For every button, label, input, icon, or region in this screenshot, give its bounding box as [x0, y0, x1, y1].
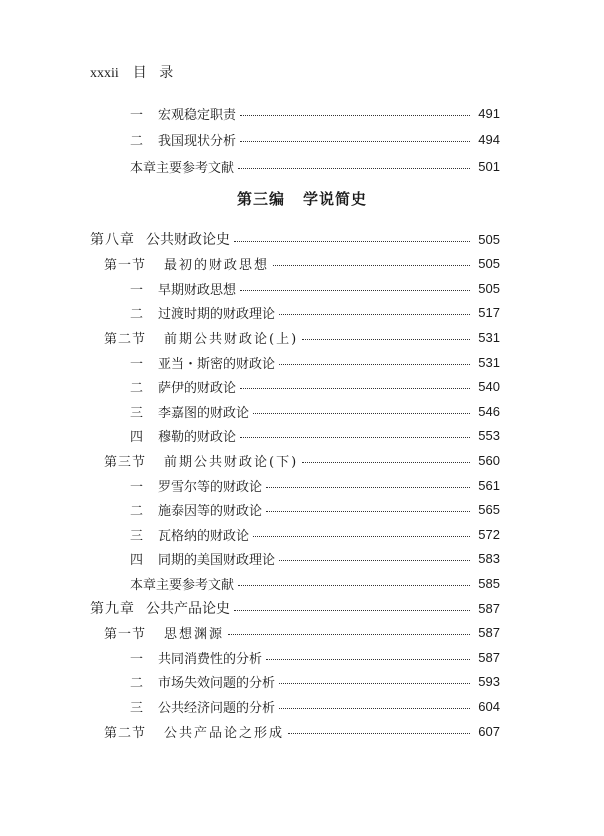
toc-entry-item[interactable] — [130, 549, 500, 569]
toc-entry-label — [130, 157, 234, 176]
toc-entry-title: 亚当・斯密的财政论 — [158, 356, 276, 372]
toc-entry-title: 共同消费性的分析 — [158, 651, 263, 667]
toc-entry-number: 二 — [130, 381, 144, 397]
dot-leader — [279, 560, 470, 561]
toc-entry-page: 585 — [478, 575, 500, 591]
dot-leader — [228, 634, 470, 635]
toc-entry-item[interactable] — [130, 401, 500, 421]
toc-entry-page: 546 — [478, 403, 500, 419]
toc-entry-number: 一 — [130, 107, 144, 123]
toc-entry-number: 三 — [130, 528, 144, 544]
toc-entry-label — [104, 254, 269, 273]
toc-entry-chapter[interactable] — [90, 598, 500, 618]
toc-entry-label — [130, 697, 275, 716]
toc-entry-title: 李嘉图的财政论 — [158, 405, 250, 421]
toc-entry-label — [90, 229, 230, 249]
toc-entry-number: 第一节 — [104, 627, 147, 643]
toc-entry-number: 第二节 — [104, 331, 147, 347]
toc-entry-label — [130, 549, 275, 568]
toc-entry-label — [130, 279, 236, 298]
header-page-number: xxxii — [90, 66, 119, 81]
toc-entry-title: 前期公共财政论(下) — [164, 454, 299, 470]
toc-entry-page: 572 — [478, 526, 500, 542]
toc-entry-label — [130, 402, 249, 421]
dot-leader — [302, 462, 470, 463]
toc-entry-item[interactable] — [130, 103, 500, 123]
part-heading — [0, 188, 604, 209]
toc-entry-section[interactable] — [104, 327, 500, 347]
toc-entry-title: 公共产品论之形成 — [164, 725, 285, 741]
toc-entry-title: 本章主要参考文献 — [130, 577, 235, 593]
toc-entry-page: 505 — [478, 231, 500, 247]
toc-entry-number: 四 — [130, 430, 144, 446]
toc-entry-page: 587 — [478, 649, 500, 665]
toc-entry-number: 一 — [130, 479, 144, 495]
toc-entry-page: 505 — [478, 256, 500, 272]
dot-leader — [279, 364, 470, 365]
toc-entry-page: 560 — [478, 452, 500, 468]
toc-entry-page: 517 — [478, 305, 500, 321]
toc-entry-item[interactable] — [130, 672, 500, 692]
dot-leader — [273, 265, 470, 266]
toc-entry-page: 505 — [478, 280, 500, 296]
toc-entry-page: 583 — [478, 551, 500, 567]
toc-entry-label — [130, 426, 236, 445]
toc-entry-title: 本章主要参考文献 — [130, 160, 235, 176]
toc-entry-item[interactable] — [130, 303, 500, 323]
toc-entry-number: 第二节 — [104, 725, 147, 741]
dot-leader — [253, 536, 470, 537]
dot-leader — [279, 314, 470, 315]
toc-entry-page: 494 — [478, 132, 500, 147]
toc-entry-item[interactable] — [130, 426, 500, 446]
toc-entry-number: 四 — [130, 553, 144, 569]
toc-entry-number: 二 — [130, 504, 144, 520]
toc-entry-title: 市场失效问题的分析 — [158, 676, 276, 692]
toc-entry-page: 587 — [478, 625, 500, 641]
part-title: 学说简史 — [303, 190, 368, 208]
toc-entry-label — [130, 476, 262, 495]
dot-leader — [266, 487, 470, 488]
toc-entry-title: 早期财政思想 — [158, 282, 237, 298]
toc-entry-number: 一 — [130, 356, 144, 372]
running-header — [90, 62, 177, 82]
toc-entry-item[interactable] — [130, 352, 500, 372]
dot-leader — [266, 511, 470, 512]
toc-entry-item[interactable] — [130, 524, 500, 544]
toc-entry-label — [130, 104, 236, 123]
dot-leader — [279, 683, 470, 684]
toc-entry-number: 第九章 — [90, 601, 135, 617]
toc-entry-item[interactable] — [130, 377, 500, 397]
toc-entry-item[interactable] — [130, 647, 500, 667]
toc-entry-title: 宏观稳定职责 — [158, 107, 237, 123]
dot-leader — [266, 659, 470, 660]
toc-entry-section[interactable] — [104, 623, 500, 643]
toc-entry-label — [130, 377, 236, 396]
toc-entry-page: 565 — [478, 502, 500, 518]
toc-entry-label — [104, 722, 284, 741]
toc-entry-chapter[interactable] — [90, 229, 500, 249]
toc-entry-title: 我国现状分析 — [158, 134, 237, 149]
toc-entry-label — [130, 525, 249, 544]
toc-entry-item[interactable] — [130, 500, 500, 520]
toc-entry-title: 罗雪尔等的财政论 — [158, 479, 263, 495]
toc-entry-number: 一 — [130, 651, 144, 667]
toc-entry-label — [130, 574, 234, 593]
dot-leader — [279, 708, 470, 709]
toc-entry-item[interactable] — [130, 130, 500, 150]
dot-leader — [288, 733, 470, 734]
toc-entry-label — [130, 303, 275, 322]
toc-entry-label — [130, 353, 275, 372]
toc-entry-number: 三 — [130, 700, 144, 716]
toc-entry-number: 二 — [130, 307, 144, 323]
dot-leader — [234, 241, 470, 242]
toc-entry-number: 第一节 — [104, 258, 147, 274]
toc-entry-page: 501 — [478, 158, 500, 174]
dot-leader — [240, 141, 470, 142]
toc-entry-title: 公共财政论史 — [146, 232, 230, 248]
toc-entry-title: 公共产品论史 — [146, 601, 230, 617]
toc-entry-section[interactable] — [104, 721, 500, 741]
toc-entry-title: 同期的美国财政理论 — [158, 553, 276, 569]
toc-entry-title: 瓦格纳的财政论 — [158, 528, 250, 544]
toc-entry-page: 604 — [478, 698, 500, 714]
toc-entry-refs[interactable] — [130, 573, 500, 593]
toc-entry-number: 三 — [130, 405, 144, 421]
toc-entry-title: 思想渊源 — [164, 627, 225, 643]
toc-entry-page: 540 — [478, 379, 500, 395]
toc-entry-label — [104, 623, 224, 642]
dot-leader — [302, 339, 470, 340]
dot-leader — [234, 610, 470, 611]
toc-entry-number: 二 — [130, 134, 144, 149]
toc-entry-section[interactable] — [104, 450, 500, 470]
part-number: 第三编 — [236, 190, 285, 208]
dot-leader — [240, 290, 470, 291]
toc-entry-label — [104, 451, 298, 470]
toc-entry-page: 587 — [478, 600, 500, 616]
toc-entry-page: 553 — [478, 428, 500, 444]
toc-entry-page: 593 — [478, 674, 500, 690]
toc-entry-label — [130, 648, 262, 667]
toc-entry-title: 施泰因等的财政论 — [158, 504, 263, 520]
toc-entry-page: 531 — [478, 354, 500, 370]
toc-entry-page: 491 — [478, 105, 500, 121]
dot-leader — [238, 168, 470, 169]
toc-entry-item[interactable] — [130, 475, 500, 495]
toc-entry-page: 607 — [478, 723, 500, 739]
toc-entry-label — [130, 130, 236, 149]
toc-entry-label — [90, 598, 230, 618]
toc-entry-refs[interactable] — [130, 156, 500, 176]
toc-entry-title: 前期公共财政论(上) — [164, 331, 299, 347]
dot-leader — [253, 413, 470, 414]
dot-leader — [240, 388, 470, 389]
toc-entry-number: 二 — [130, 676, 144, 692]
dot-leader — [240, 115, 470, 116]
toc-entry-label — [130, 500, 262, 519]
toc-entry-number: 第八章 — [90, 232, 135, 248]
toc-entry-page: 561 — [478, 477, 500, 493]
toc-entry-label — [130, 672, 275, 691]
header-title: 目 录 — [132, 65, 178, 81]
toc-entry-section[interactable] — [104, 254, 500, 274]
dot-leader — [238, 585, 470, 586]
toc-entry-number: 第三节 — [104, 454, 147, 470]
toc-entry-item[interactable] — [130, 278, 500, 298]
toc-entry-title: 最初的财政思想 — [164, 258, 270, 274]
dot-leader — [240, 437, 470, 438]
toc-entry-title: 穆勒的财政论 — [158, 430, 237, 446]
toc-entry-title: 过渡时期的财政理论 — [158, 307, 276, 323]
toc-entry-number: 一 — [130, 282, 144, 298]
toc-entry-item[interactable] — [130, 696, 500, 716]
toc-entry-title: 公共经济问题的分析 — [158, 700, 276, 716]
toc-entry-label — [104, 328, 298, 347]
toc-entry-page: 531 — [478, 329, 500, 345]
toc-entry-title: 萨伊的财政论 — [158, 381, 237, 397]
